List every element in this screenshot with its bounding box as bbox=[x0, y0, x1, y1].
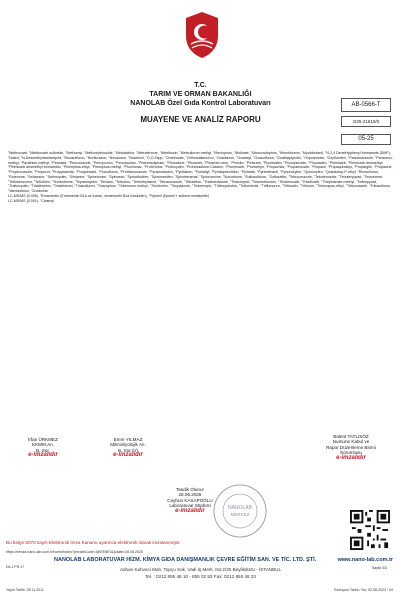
seal-top-text: NANOLAB bbox=[228, 505, 252, 511]
header-ministry: TARIM VE ORMAN BAKANLIĞI bbox=[149, 91, 252, 98]
e-signature-stamp: e-imzalıdır bbox=[28, 452, 58, 459]
signer-name: Bülent TATLISÖZ bbox=[333, 434, 369, 439]
ministry-logo bbox=[182, 10, 222, 60]
approver-title: Laboratuvar Müdürü bbox=[169, 503, 211, 509]
e-signature-note: Bu belge 5070 sayılı Elektronik İmza Kanunu uyarınca elektronik olarak imzalanmıştır. bbox=[6, 540, 181, 545]
page-title: MUAYENE VE ANALİZ RAPORU bbox=[140, 115, 261, 124]
footer-company: NANOLAB LABORATUVAR HİZM. KİMYA GIDA DANIŞMANLIK ÇEVRE EĞİTİM SAN. VE TİC. LTD. ŞTİ. bbox=[54, 557, 317, 563]
signature-block bbox=[93, 437, 163, 459]
report-page-box: 05-25 bbox=[341, 134, 391, 145]
signer-role: B. Sor.(V) bbox=[118, 447, 138, 453]
qr-code bbox=[350, 510, 390, 550]
header-lab: NANOLAB Özel Gıda Kontrol Laboratuvarı bbox=[130, 100, 271, 107]
e-signature-stamp: e-imzalıdır bbox=[336, 454, 366, 461]
approval-date: 28.05.2025 bbox=[178, 492, 202, 498]
signer-name: Emre YILMAZ bbox=[113, 437, 143, 442]
signer-name: İrfan ÜRKMEZ bbox=[28, 437, 58, 442]
signer-role: B. Sor. bbox=[36, 447, 50, 453]
footer-issue-date: Yayın Tarihi: 28.11.2011 bbox=[6, 588, 44, 592]
footer-page-number: Sayfa 3/3 bbox=[371, 566, 387, 570]
signer-role: Rapor Düzenleme Birimi Sorumlusu bbox=[326, 444, 376, 456]
signature-block bbox=[316, 434, 386, 461]
report-number-box: G25-21610/0 bbox=[341, 116, 391, 127]
footer-address: Adnan Kahveci Mah. Topçu Sok. Vadi İş Merk. No:2/25 Beylikdüzü - İSTANBUL bbox=[119, 567, 282, 572]
doc-code-box: AB-0566-T bbox=[341, 98, 391, 112]
footer-doc-number: Dk.1.FR.17 bbox=[6, 565, 25, 569]
footer-revision: Revizyon Tarihi / No: 02.06.2023 / 04 bbox=[334, 588, 393, 592]
footer-phone: Tel. : 0212 855 48 10 - 855 02 53 Fax: 0212 855 48 33 bbox=[145, 574, 256, 579]
analysis-parameters bbox=[8, 151, 395, 203]
signer-title: KKMM.An. bbox=[32, 442, 54, 448]
signer-title: Numune Kabul ve bbox=[332, 439, 370, 445]
footer-website[interactable]: www.nano-lab.com.tr bbox=[337, 557, 393, 563]
e-signature-stamp: e-imzalıdır bbox=[175, 507, 205, 514]
signer-title: Mikrobiyolojik An. bbox=[110, 442, 146, 448]
lab-seal bbox=[212, 483, 268, 539]
analysis-note: LC-MS/MS (0.001): "Cixamyl bbox=[8, 198, 55, 203]
seal-middle-text: MERKEZ bbox=[230, 512, 250, 517]
analysis-list: "Methiocarb, "Methiocarb sulfoxide, "Methomyl, "Methoxyfenozide, "Metolachlor, "Metrafenone, "Metribuzin, "Metsulfuron methyl, "Mevinphos, "Molinate, "Monocrotophos, "Monolinuron, "Myclobutanil, "N-2,4 Dimethylphenyl formamide (DMF), "Naled, "N-Desmethylacetamiprid, "Nicosulfuron, "Norflurazon, "Novaluron, "Nuarimol, "O,O-Tapp, "Omethoate, "Orthosulfamuron, "Oxadiazon, "Oxadixyl, "Oxasulfuron, "Oxathiapiprolin, "Oxycarboxin, "Oxyfluorfen, "Paclobutrazole, "Paraoxon-methyl, "Parathion-methyl, "Pebulate, "Penconazole, "Pencycuron, "Penoxsulam, "Phenmedipham, "Phosalone, "Phosmet, "Phosmet oxon, "Phoxim, "Picloram, "Picolinafen, "Picoxystrobin, "Pinoxaden, "Pirimicarb, "Pirimicarb desmethyl, "Pirimicarb desmethyl formamido, "Pirimiphos-ethyl, "Pirimiphos-methyl, "Prochloraz, "Profenofos, "Profoxydim, "Prohexadione-Calcium, "Promecarb, "Prometryn, "Propachlor, "Propamocarb, "Propanil, "Propaquizafop, "Propargite, "Propazine, "Propiconazole, "Propoxur, "Propyzamide, "Proquinazid, "Prosulfuron, "Prothioconazole, "Pyraclostrobin, "Pyridaben, "Pyridalyl, "Pyridaphenthion, "Pyridate, "Pyrimethanil, "Pyriproxyfen, "Quinoxyfen, "Quizalofop-P-ethyl, "Rimsulfuron, "Rotenone, "Sedaxane, "Sethoxydim, "Simazine, "Spinetoram, "Spinosad, "Spirodiclofen, "Spiromesifen, "Spirotetramat, "Spiroxamine, "Sulcotrione, "Sulfosulfuron, "Sulfoxaflor, "Tebuconazole, "Tebufenozide, "Tebufenpyrad, "Tecnazene, "Teflubenzuron, "Tefluthrin, "Tembotrione, "Tepraloxydim, "Terbacil, "Terbufos, "Terbuthylazine, "Tetraconazole, "Tetradifon, "Thiabendazole, "Thiacloprid, "Thiamethoxam, "Thiobencarb, "Thiodicarb, "Thiophanate-methyl, "Tolfenpyrad, "Tralkoxydim, "Triadimefon, "Triadimenol, "Triasulfuron, "Triazophos, "Tribenuron methyl, "Trichlorfon, "Tricyclazole, "Tridemorph, "Trifloxystrobin, "Triflumizole, "Triflumuron, "Trifluralin, "Triforine, "Trinexapac-ethyl, "Triticonazole, "Tritosulfuron, "Vamidothion, "Zoxamide bbox=[8, 151, 393, 193]
approver-name: Ceyhun KASAPOĞLU bbox=[167, 497, 213, 503]
signature-block bbox=[8, 437, 78, 459]
verify-link[interactable]: https://eimza.nano-lab.com.tr/home/Index?privateCode=AEEE8E51&date=28.05.2025 bbox=[6, 550, 144, 554]
analysis-note: LC-MS/MS (0.005): "Emamectin (Emamectin B1a ve tuzları, emamectin B1a cinsinden), "Fipronil (fipronil + sulfone metabolite) bbox=[8, 193, 209, 198]
e-signature-stamp: e-imzalıdır bbox=[113, 452, 143, 459]
header-tc: T.C. bbox=[194, 82, 207, 89]
approval-label: Tasdik Olunur bbox=[175, 487, 205, 492]
